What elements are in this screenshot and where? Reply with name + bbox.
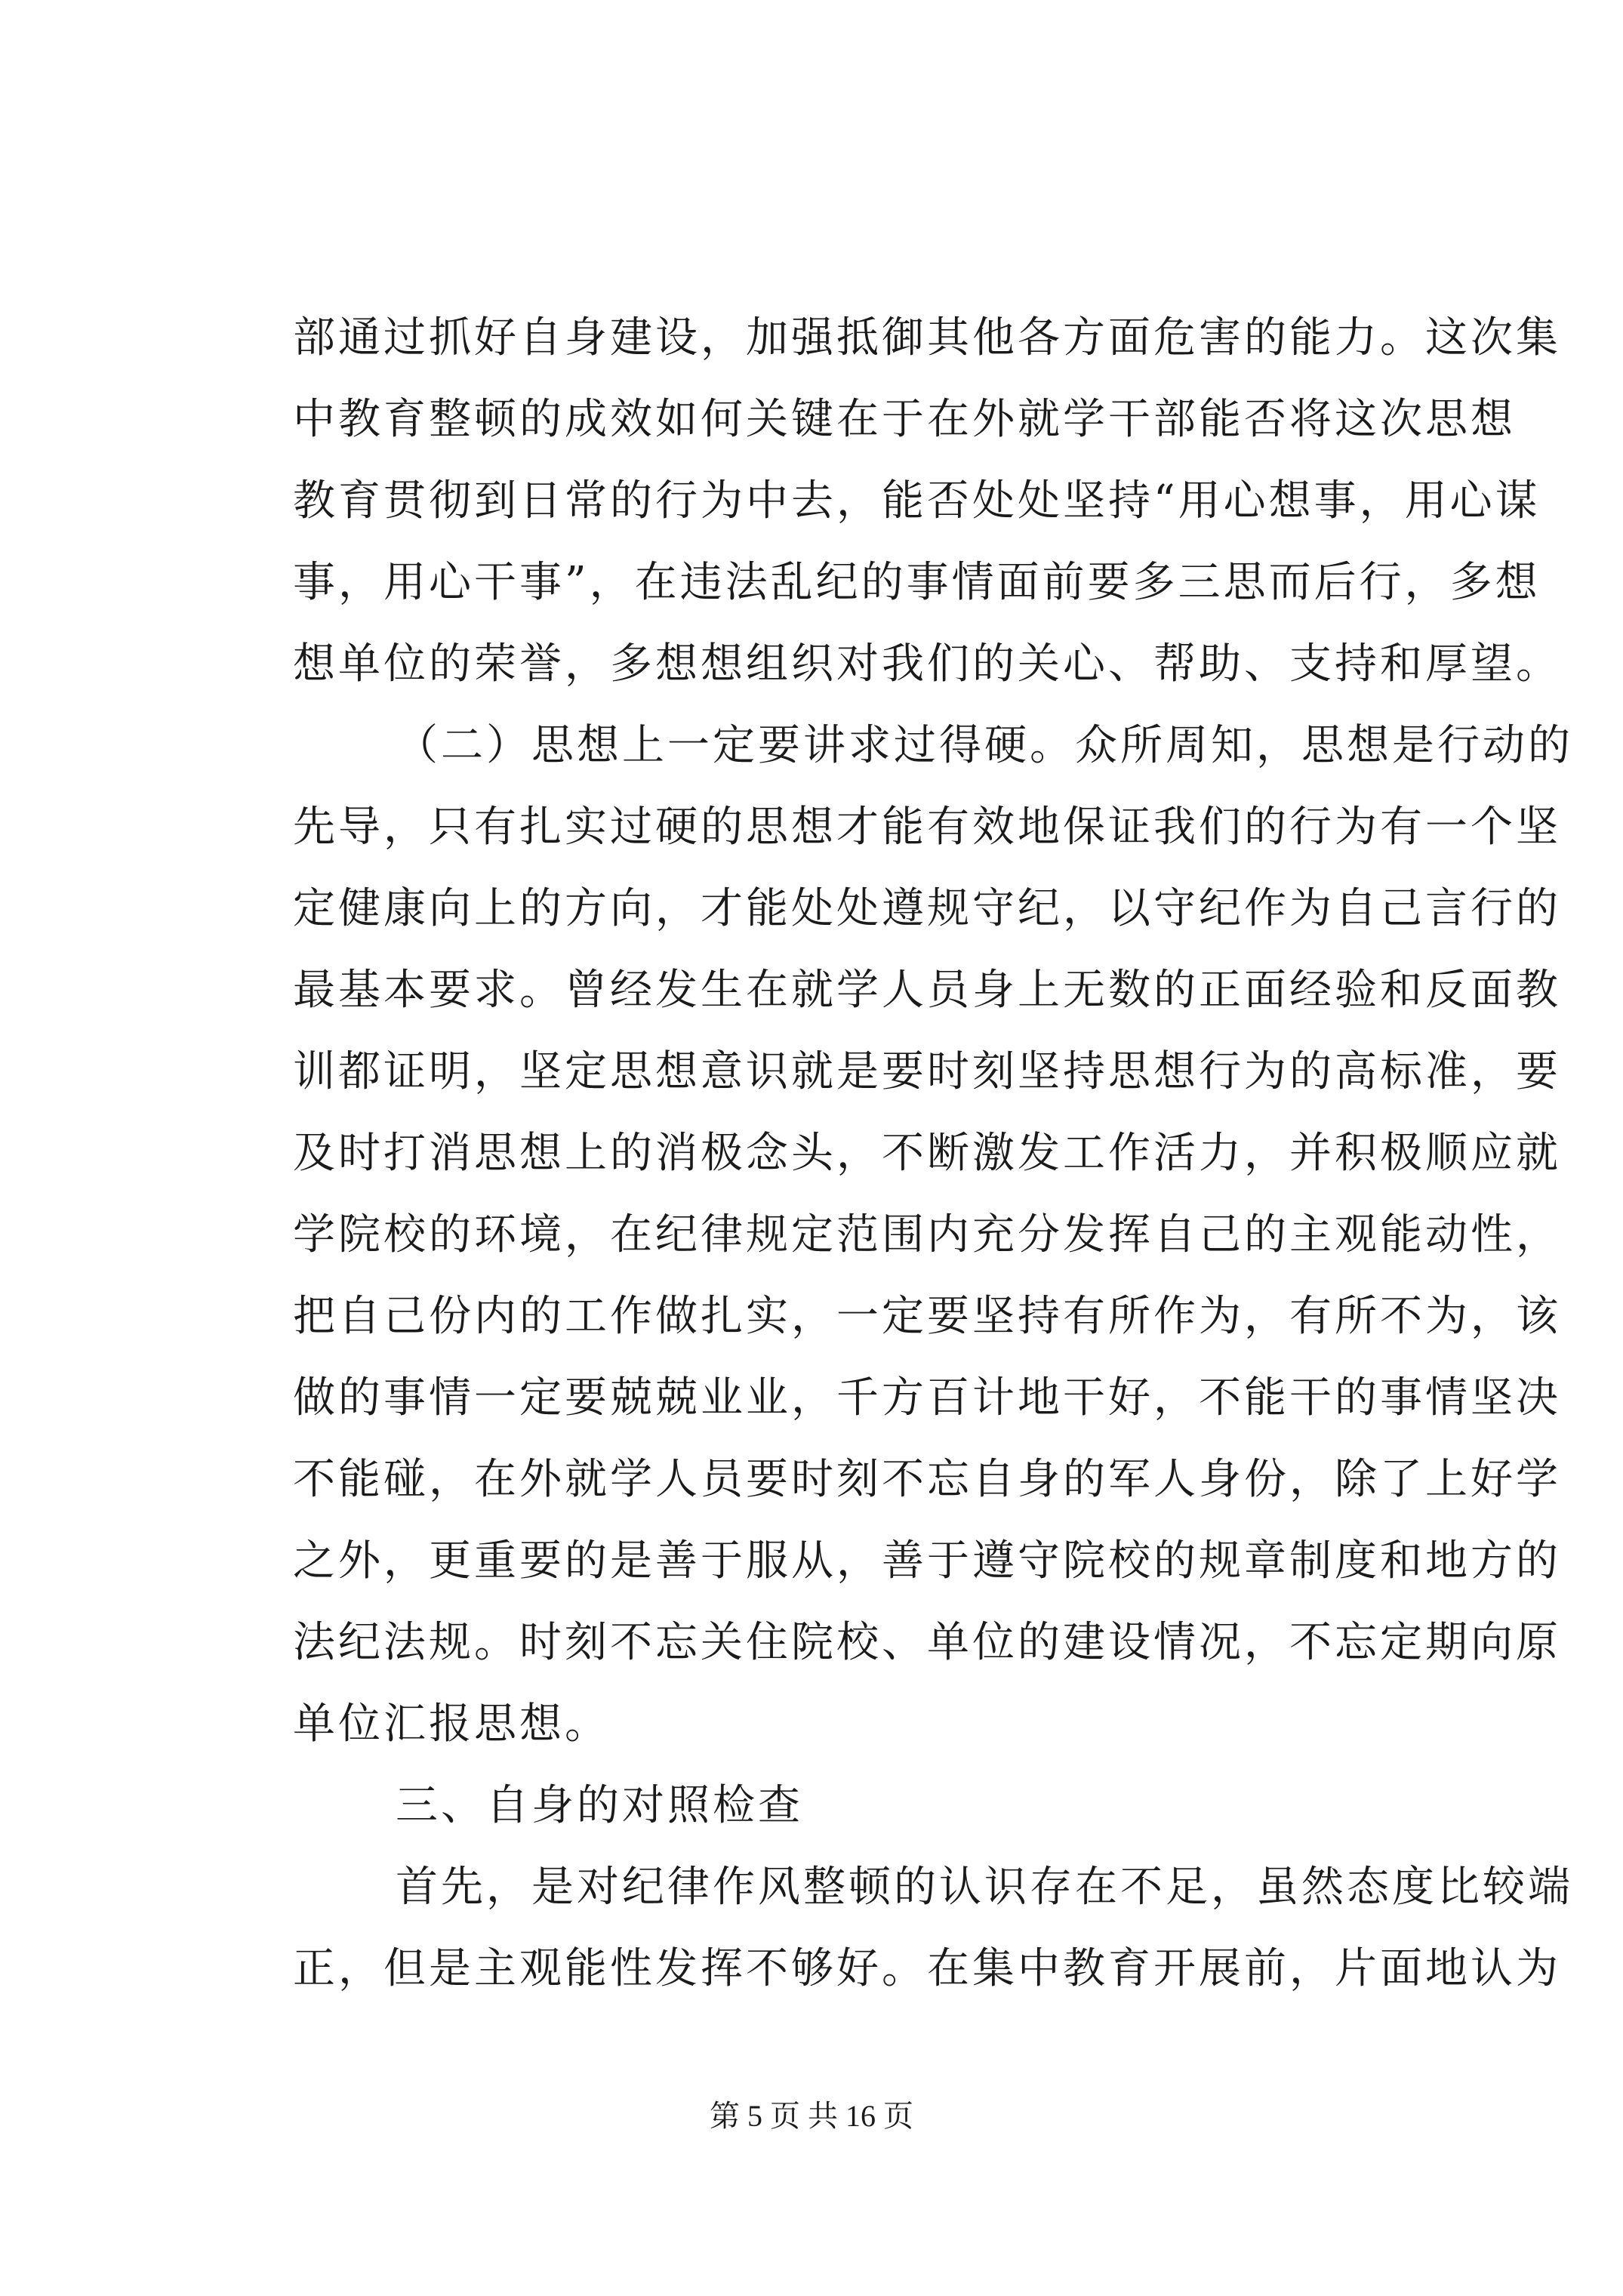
body-line-16: 之外，更重要的是善于服从，善于遵守院校的规章制度和地方的 [293,1536,1561,1586]
body-line-12: 学院校的环境，在纪律规定范围内充分发挥自己的主观能动性， [293,1210,1561,1259]
body-line-21: 正，但是主观能性发挥不够好。在集中教育开展前，片面地认为 [293,1944,1561,1993]
body-line-4: 事，用心干事”，在违法乱纪的事情面前要多三思而后行，多想 [293,558,1541,607]
body-line-8: 定健康向上的方向，才能处处遵规守纪，以守纪作为自己言行的 [293,884,1561,933]
body-line-2: 中教育整顿的成效如何关键在于在外就学干部能否将这次思想 [293,395,1516,444]
body-line-7: 先导，只有扎实过硬的思想才能有效地保证我们的行为有一个坚 [293,803,1561,852]
body-line-11: 及时打消思想上的消极念头，不断激发工作活力，并积极顺应就 [293,1129,1561,1178]
body-line-9: 最基本要求。曾经发生在就学人员身上无数的正面经验和反面教 [293,966,1561,1015]
body-line-18: 单位汇报思想。 [293,1700,610,1749]
body-line-10: 训都证明，坚定思想意识就是要时刻坚持思想行为的高标准，要 [293,1047,1561,1096]
body-line-17: 法纪法规。时刻不忘关住院校、单位的建设情况，不忘定期向原 [293,1618,1561,1667]
section-three-first-line: 首先，是对纪律作风整顿的认识存在不足，虽然态度比较端 [396,1863,1573,1912]
body-line-13: 把自己份内的工作做扎实，一定要坚持有所作为，有所不为，该 [293,1292,1561,1341]
page-number-footer: 第 5 页 共 16 页 [710,2099,913,2133]
body-line-1: 部通过抓好自身建设，加强抵御其他各方面危害的能力。这次集 [293,313,1561,362]
body-line-14: 做的事情一定要兢兢业业，千方百计地干好，不能干的事情坚决 [293,1373,1561,1422]
body-line-3: 教育贯彻到日常的行为中去，能否处处坚持“用心想事，用心谋 [293,476,1541,525]
body-line-15: 不能碰，在外就学人员要时刻不忘自身的军人身份，除了上好学 [293,1455,1561,1504]
section-three-heading: 三、自身的对照检查 [396,1781,803,1830]
section-two-first-line: （二）思想上一定要讲求过得硬。众所周知，思想是行动的 [396,721,1573,770]
body-line-5: 想单位的荣誉，多想想组织对我们的关心、帮助、支持和厚望。 [293,639,1561,689]
